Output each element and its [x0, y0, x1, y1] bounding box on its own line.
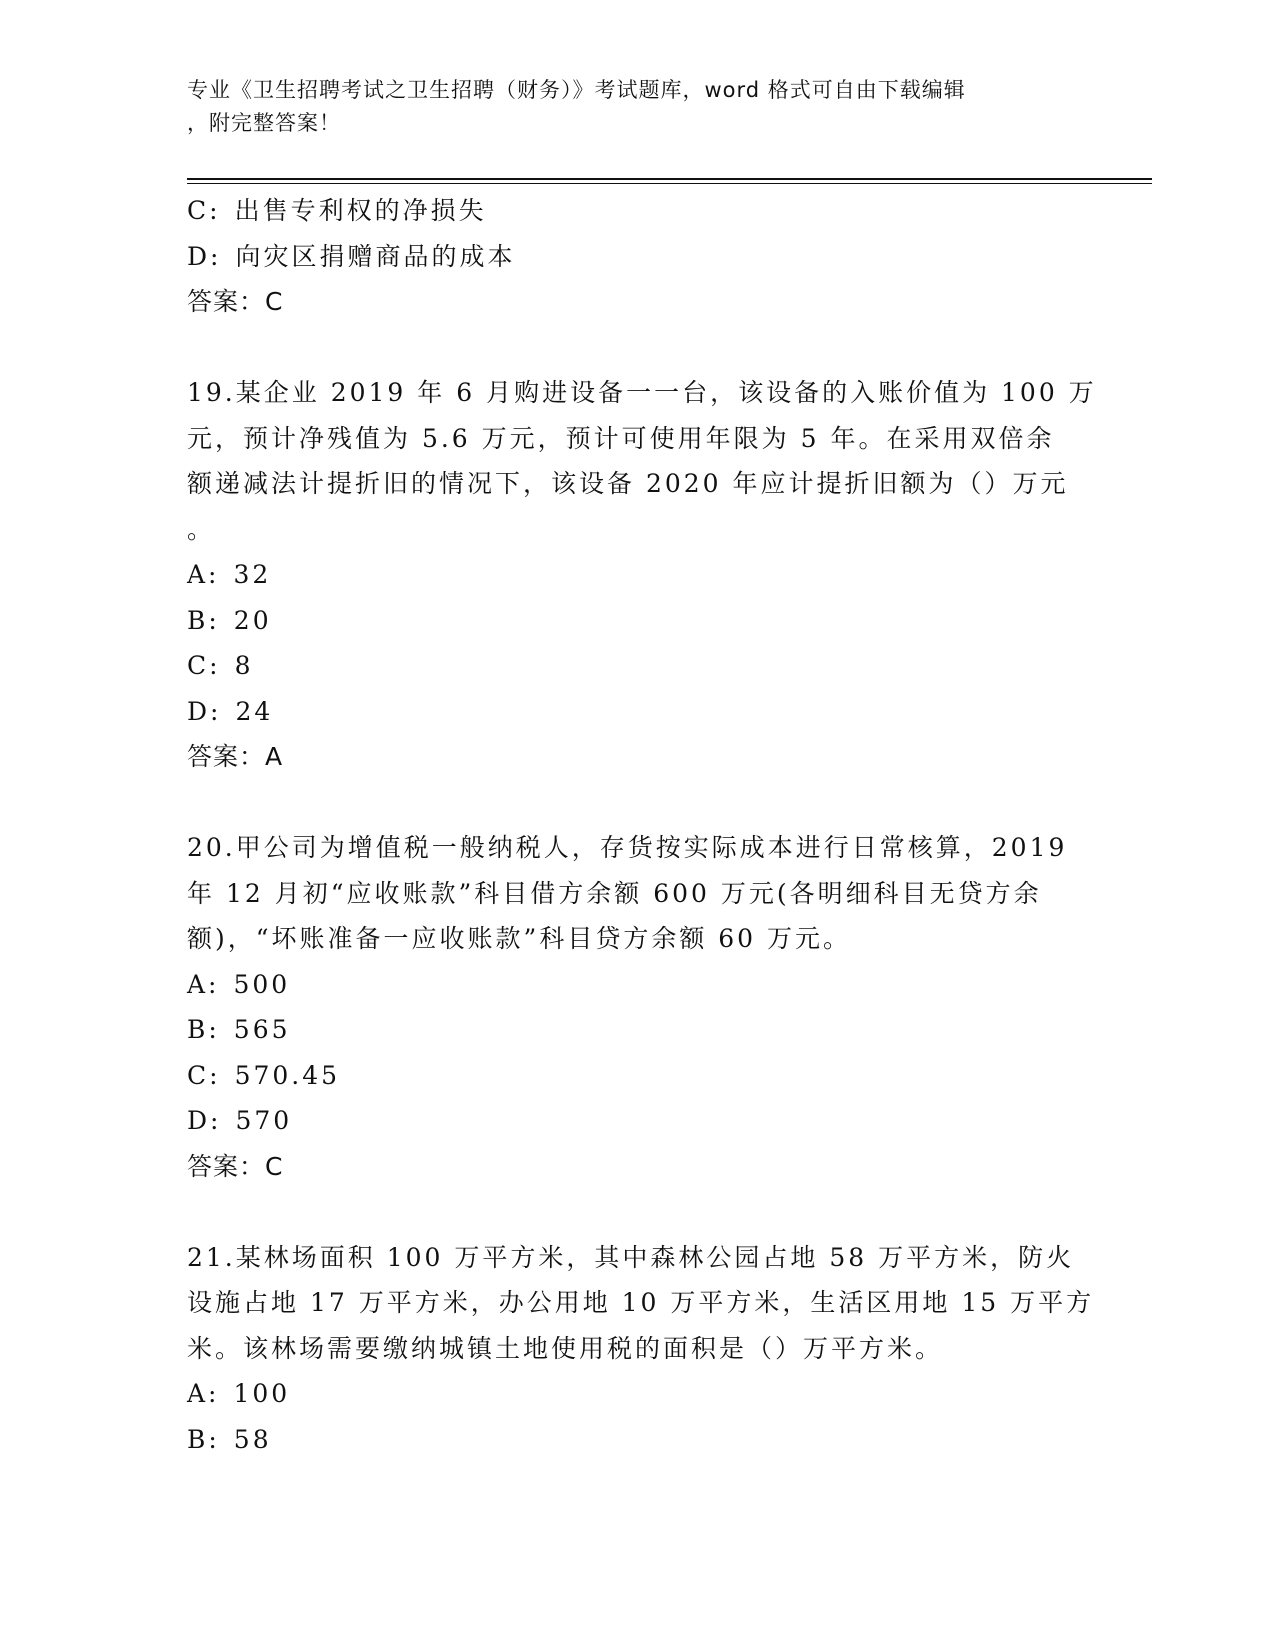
question-stem-line: 额递减法计提折旧的情况下，该设备 2020 年应计提折旧额为（）万元	[187, 469, 1069, 498]
question-stem-line: 设施占地 17 万平方米，办公用地 10 万平方米，生活区用地 15 万平方	[187, 1288, 1095, 1317]
option-label: D:	[187, 241, 222, 271]
option-text: 出售专利权的净损失	[234, 196, 487, 225]
option-label: C:	[187, 196, 221, 225]
option-b	[187, 1417, 1087, 1463]
option-text: 100	[233, 1379, 291, 1408]
option-label: B:	[187, 1424, 220, 1454]
document-header	[187, 74, 1067, 140]
question-19	[187, 370, 1097, 780]
option-label: A:	[187, 560, 220, 589]
option-text: 570.45	[234, 1060, 341, 1090]
option-label: A:	[187, 969, 220, 999]
question-20	[187, 825, 1087, 1189]
option-a	[187, 962, 1087, 1008]
answer-line: 答案：C	[187, 287, 284, 316]
spacer	[187, 325, 1087, 371]
spacer	[187, 1189, 1087, 1235]
option-text: 向灾区捐赠商品的成本	[235, 241, 516, 271]
answer-line: 答案：C	[187, 1151, 284, 1181]
option-text: 565	[233, 1015, 291, 1044]
option-label: D:	[187, 696, 222, 726]
answer-line: 答案：A	[187, 742, 284, 771]
option-text: 20	[233, 605, 272, 635]
option-b	[187, 598, 1087, 644]
option-c	[187, 188, 1087, 234]
header-divider-thin	[187, 183, 1152, 184]
question-content	[187, 188, 1097, 1462]
question-stem-line: 元，预计净残值为 5.6 万元，预计可使用年限为 5 年。在采用双倍余	[187, 423, 1055, 453]
question-21	[187, 1235, 1095, 1463]
question-stem-line: 米。该林场需要缴纳城镇土地使用税的面积是（）万平方米。	[187, 1333, 944, 1363]
option-b	[187, 1007, 1087, 1053]
option-d	[187, 689, 1087, 735]
option-text: 500	[233, 969, 291, 999]
question-stem-line: 。	[187, 514, 216, 544]
option-text: 24	[235, 696, 274, 726]
option-text: 570	[235, 1106, 293, 1135]
option-label: D:	[187, 1106, 222, 1135]
option-label: B:	[187, 1015, 220, 1044]
option-a	[187, 1371, 1087, 1417]
option-d	[187, 234, 1087, 280]
header-divider-thick	[187, 178, 1152, 180]
header-line-2: ，附完整答案！	[187, 111, 341, 135]
option-text: 32	[233, 560, 272, 589]
option-text: 8	[234, 651, 254, 680]
spacer	[187, 780, 1087, 826]
question-stem-line: 额)，“坏账准备一应收账款”科目贷方余额 60 万元。	[187, 924, 852, 953]
option-label: C:	[187, 1060, 221, 1090]
question-stem-line: 21.某林场面积 100 万平方米，其中森林公园占地 58 万平方米，防火	[187, 1242, 1075, 1272]
option-d	[187, 1098, 1087, 1144]
option-label: A:	[187, 1379, 220, 1408]
option-label: B:	[187, 605, 220, 635]
option-c	[187, 643, 1087, 689]
question-stem-line: 年 12 月初“应收账款”科目借方余额 600 万元(各明细科目无贷方余	[187, 878, 1042, 908]
question-stem-line: 19.某企业 2019 年 6 月购进设备一一台，该设备的入账价值为 100 万	[187, 378, 1097, 407]
header-line-1: 专业《卫生招聘考试之卫生招聘（财务）》考试题库，word 格式可自由下载编辑	[187, 78, 966, 102]
previous-question	[187, 188, 1087, 325]
option-text: 58	[233, 1424, 272, 1454]
question-stem-line: 20.甲公司为增值税一般纳税人，存货按实际成本进行日常核算，2019	[187, 833, 1068, 862]
option-label: C:	[187, 651, 221, 680]
option-c	[187, 1053, 1087, 1099]
option-a	[187, 552, 1087, 598]
